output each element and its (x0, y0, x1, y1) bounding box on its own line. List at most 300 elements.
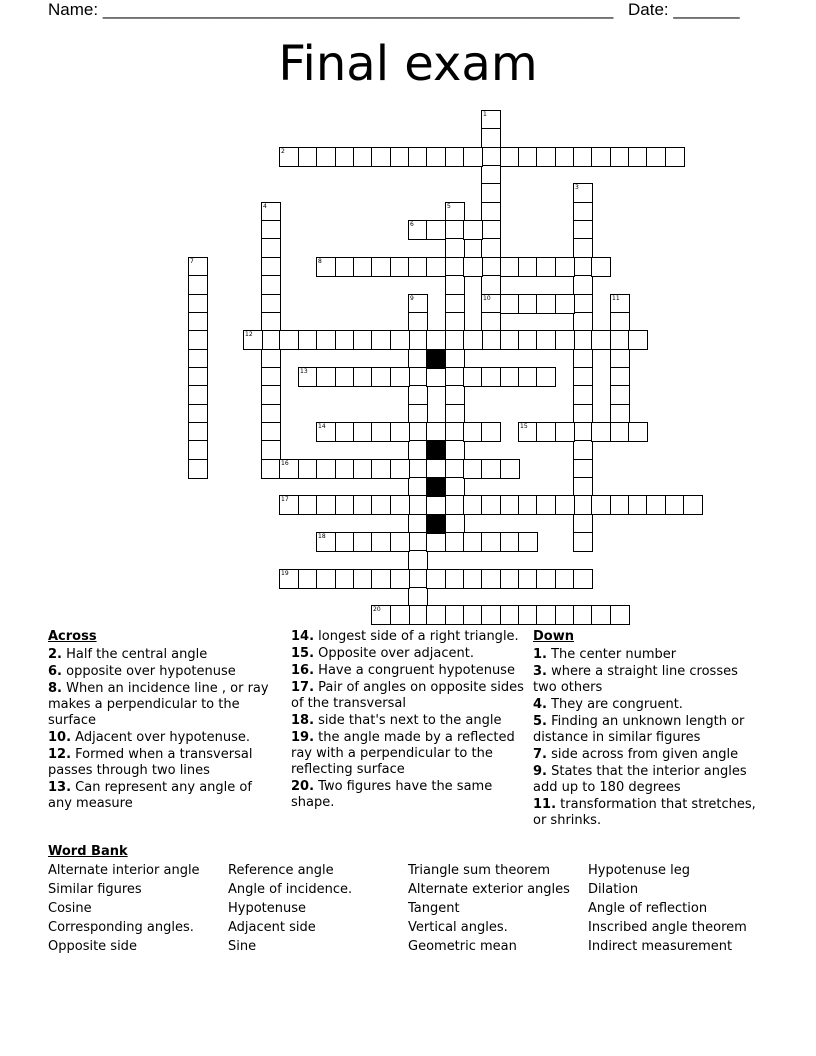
grid-cell[interactable] (335, 422, 355, 442)
grid-cell[interactable] (335, 367, 355, 387)
clue-number: 4 (263, 203, 267, 210)
grid-cell[interactable] (335, 532, 355, 552)
grid-cell[interactable] (683, 495, 703, 515)
grid-cell[interactable] (426, 495, 446, 515)
grid-cell[interactable] (390, 605, 410, 625)
grid-cell[interactable] (610, 495, 630, 515)
grid-cell[interactable] (481, 147, 501, 167)
grid-cell[interactable] (591, 422, 611, 442)
grid-cell[interactable] (445, 404, 465, 424)
clue-item (533, 747, 765, 763)
grid-cell[interactable] (426, 147, 446, 167)
grid-cell[interactable] (518, 532, 538, 552)
grid-cell[interactable] (408, 440, 428, 460)
grid-cell[interactable] (408, 147, 428, 167)
grid-cell[interactable] (298, 459, 318, 479)
grid-cell[interactable] (188, 385, 208, 405)
grid-cell[interactable] (518, 495, 538, 515)
grid-cell[interactable] (353, 422, 373, 442)
grid-cell[interactable] (481, 183, 501, 203)
grid-cell[interactable] (298, 330, 318, 350)
grid-cell[interactable] (371, 330, 391, 350)
grid-cell[interactable] (518, 367, 538, 387)
grid-cell[interactable] (188, 257, 208, 277)
clue-item-number: 12. (48, 747, 72, 762)
grid-cell[interactable] (463, 422, 483, 442)
grid-cell[interactable] (353, 495, 373, 515)
grid-cell[interactable] (481, 495, 501, 515)
grid-cell[interactable] (261, 330, 281, 350)
grid-cell[interactable] (536, 330, 556, 350)
grid-cell[interactable] (573, 385, 593, 405)
grid-cell[interactable] (426, 532, 446, 552)
grid-cell[interactable] (261, 459, 281, 479)
grid-cell[interactable] (243, 330, 263, 350)
grid-cell[interactable] (408, 459, 428, 479)
grid-cell[interactable] (573, 605, 593, 625)
grid-cell[interactable] (371, 422, 391, 442)
grid-cell[interactable] (390, 532, 410, 552)
grid-cell[interactable] (445, 422, 465, 442)
grid-cell[interactable] (261, 404, 281, 424)
grid-cell[interactable] (481, 238, 501, 258)
grid-cell[interactable] (591, 605, 611, 625)
grid-cell[interactable] (665, 147, 685, 167)
grid-cell[interactable] (390, 422, 410, 442)
grid-cell[interactable] (591, 147, 611, 167)
grid-cell[interactable] (408, 550, 428, 570)
grid-cell[interactable] (445, 569, 465, 589)
grid-cell[interactable] (261, 238, 281, 258)
grid-cell[interactable] (536, 147, 556, 167)
grid-cell[interactable] (573, 514, 593, 534)
clue-item-text: When an incidence line , or ray makes a perpendicular to the surface (48, 681, 269, 728)
grid-cell[interactable] (610, 349, 630, 369)
grid-cell[interactable] (426, 220, 446, 240)
grid-cell[interactable] (555, 422, 575, 442)
grid-cell[interactable] (408, 587, 428, 607)
name-line[interactable]: ______________________________________________________ (102, 0, 614, 19)
grid-cell[interactable] (298, 367, 318, 387)
grid-cell[interactable] (316, 257, 336, 277)
grid-cell[interactable] (573, 367, 593, 387)
grid-cell[interactable] (335, 569, 355, 589)
grid-cell[interactable] (426, 367, 446, 387)
grid-cell[interactable] (353, 330, 373, 350)
word-bank-item: Inscribed angle theorem (588, 920, 747, 935)
grid-cell[interactable] (481, 569, 501, 589)
grid-cell[interactable] (353, 569, 373, 589)
grid-cell[interactable] (371, 147, 391, 167)
grid-cell[interactable] (610, 312, 630, 332)
grid-cell[interactable] (481, 312, 501, 332)
grid-cell[interactable] (316, 367, 336, 387)
grid-cell[interactable] (188, 422, 208, 442)
grid-cell[interactable] (573, 312, 593, 332)
grid-cell[interactable] (518, 605, 538, 625)
grid-cell[interactable] (573, 183, 593, 203)
grid-cell[interactable] (371, 257, 391, 277)
grid-cell[interactable] (518, 294, 538, 314)
grid-cell[interactable] (408, 569, 428, 589)
grid-cell[interactable] (500, 605, 520, 625)
clue-number: 5 (447, 203, 451, 210)
clue-item-text: opposite over hypotenuse (61, 664, 236, 679)
grid-cell[interactable] (518, 569, 538, 589)
grid-cell[interactable] (481, 165, 501, 185)
grid-cell[interactable] (408, 532, 428, 552)
grid-cell[interactable] (408, 385, 428, 405)
clue-item-number: 19. (291, 730, 315, 745)
grid-cell[interactable] (279, 147, 299, 167)
grid-cell[interactable] (573, 440, 593, 460)
grid-cell[interactable] (573, 532, 593, 552)
grid-cell[interactable] (628, 422, 648, 442)
grid-cell[interactable] (445, 495, 465, 515)
grid-cell[interactable] (536, 257, 556, 277)
grid-cell[interactable] (261, 385, 281, 405)
grid-cell[interactable] (445, 532, 465, 552)
grid-cell[interactable] (445, 238, 465, 258)
clue-number: 14 (318, 423, 326, 430)
clue-item-text: Formed when a transversal passes through two lines (48, 747, 253, 778)
grid-cell[interactable] (481, 257, 501, 277)
grid-cell[interactable] (610, 605, 630, 625)
grid-cell[interactable] (463, 532, 483, 552)
grid-cell[interactable] (555, 569, 575, 589)
grid-cell[interactable] (573, 330, 593, 350)
grid-cell[interactable] (536, 294, 556, 314)
grid-cell[interactable] (426, 257, 446, 277)
grid-cell[interactable] (646, 147, 666, 167)
grid-cell[interactable] (335, 257, 355, 277)
blocked-cell (426, 349, 446, 369)
grid-cell[interactable] (536, 422, 556, 442)
grid-cell[interactable] (188, 312, 208, 332)
word-bank (48, 863, 768, 955)
grid-cell[interactable] (261, 367, 281, 387)
clue-item (48, 681, 276, 729)
grid-cell[interactable] (628, 330, 648, 350)
grid-cell[interactable] (610, 294, 630, 314)
grid-cell[interactable] (610, 404, 630, 424)
grid-cell[interactable] (316, 569, 336, 589)
grid-cell[interactable] (426, 605, 446, 625)
grid-cell[interactable] (610, 330, 630, 350)
down-clue-list (533, 647, 765, 829)
grid-cell[interactable] (408, 349, 428, 369)
grid-cell[interactable] (353, 532, 373, 552)
grid-cell[interactable] (335, 459, 355, 479)
grid-cell[interactable] (518, 257, 538, 277)
grid-cell[interactable] (481, 110, 501, 130)
grid-cell[interactable] (408, 514, 428, 534)
grid-cell[interactable] (500, 147, 520, 167)
date-line[interactable]: _______ (673, 0, 740, 19)
grid-cell[interactable] (610, 147, 630, 167)
grid-cell[interactable] (316, 330, 336, 350)
grid-cell[interactable] (408, 367, 428, 387)
grid-cell[interactable] (335, 495, 355, 515)
grid-cell[interactable] (408, 422, 428, 442)
grid-cell[interactable] (500, 532, 520, 552)
clue-number: 18 (318, 533, 326, 540)
grid-cell[interactable] (463, 257, 483, 277)
grid-cell[interactable] (298, 495, 318, 515)
grid-cell[interactable] (445, 459, 465, 479)
grid-cell[interactable] (573, 349, 593, 369)
grid-cell[interactable] (316, 459, 336, 479)
grid-cell[interactable] (445, 202, 465, 222)
grid-cell[interactable] (261, 202, 281, 222)
clue-item-text: Half the central angle (61, 647, 208, 662)
grid-cell[interactable] (536, 605, 556, 625)
grid-cell[interactable] (426, 459, 446, 479)
grid-cell[interactable] (463, 330, 483, 350)
grid-cell[interactable] (261, 220, 281, 240)
grid-cell[interactable] (481, 220, 501, 240)
grid-cell[interactable] (573, 294, 593, 314)
grid-cell[interactable] (426, 330, 446, 350)
grid-cell[interactable] (408, 220, 428, 240)
grid-cell[interactable] (445, 294, 465, 314)
grid-cell[interactable] (261, 257, 281, 277)
grid-cell[interactable] (591, 495, 611, 515)
grid-cell[interactable] (316, 532, 336, 552)
grid-cell[interactable] (371, 605, 391, 625)
grid-cell[interactable] (371, 569, 391, 589)
grid-cell[interactable] (335, 330, 355, 350)
grid-cell[interactable] (500, 459, 520, 479)
grid-cell[interactable] (573, 422, 593, 442)
grid-cell[interactable] (518, 422, 538, 442)
clue-item-text: side across from given angle (546, 747, 739, 762)
word-bank-item: Corresponding angles. (48, 920, 194, 935)
grid-cell[interactable] (591, 330, 611, 350)
grid-cell[interactable] (536, 495, 556, 515)
grid-cell[interactable] (500, 569, 520, 589)
grid-cell[interactable] (481, 605, 501, 625)
grid-cell[interactable] (188, 275, 208, 295)
grid-cell[interactable] (481, 367, 501, 387)
grid-cell[interactable] (426, 569, 446, 589)
grid-cell[interactable] (408, 330, 428, 350)
grid-cell[interactable] (371, 532, 391, 552)
grid-cell[interactable] (371, 367, 391, 387)
grid-cell[interactable] (573, 238, 593, 258)
grid-cell[interactable] (188, 330, 208, 350)
across-clue-list-a (48, 647, 276, 812)
grid-cell[interactable] (188, 294, 208, 314)
grid-cell[interactable] (188, 404, 208, 424)
grid-cell[interactable] (316, 422, 336, 442)
grid-cell[interactable] (573, 275, 593, 295)
grid-cell[interactable] (445, 312, 465, 332)
grid-cell[interactable] (261, 312, 281, 332)
grid-cell[interactable] (573, 459, 593, 479)
grid-cell[interactable] (445, 275, 465, 295)
grid-cell[interactable] (500, 294, 520, 314)
grid-cell[interactable] (261, 275, 281, 295)
grid-cell[interactable] (481, 422, 501, 442)
grid-cell[interactable] (591, 257, 611, 277)
grid-cell[interactable] (445, 440, 465, 460)
clue-item-number: 17. (291, 680, 315, 695)
grid-cell[interactable] (316, 147, 336, 167)
grid-cell[interactable] (371, 459, 391, 479)
grid-cell[interactable] (500, 257, 520, 277)
grid-cell[interactable] (481, 532, 501, 552)
grid-cell[interactable] (279, 459, 299, 479)
grid-cell[interactable] (445, 385, 465, 405)
across-clue-list-b (291, 629, 527, 811)
grid-cell[interactable] (536, 569, 556, 589)
grid-cell[interactable] (408, 257, 428, 277)
clue-number: 7 (190, 258, 194, 265)
grid-cell[interactable] (298, 569, 318, 589)
grid-cell[interactable] (555, 147, 575, 167)
grid-cell[interactable] (481, 128, 501, 148)
grid-cell[interactable] (261, 349, 281, 369)
grid-cell[interactable] (390, 147, 410, 167)
grid-cell[interactable] (390, 495, 410, 515)
grid-cell[interactable] (573, 202, 593, 222)
grid-cell[interactable] (445, 257, 465, 277)
grid-cell[interactable] (445, 514, 465, 534)
grid-cell[interactable] (445, 220, 465, 240)
grid-cell[interactable] (188, 367, 208, 387)
grid-cell[interactable] (573, 220, 593, 240)
down-clues (533, 629, 765, 830)
clue-item-number: 11. (533, 797, 557, 812)
grid-cell[interactable] (463, 147, 483, 167)
grid-cell[interactable] (481, 275, 501, 295)
grid-cell[interactable] (445, 605, 465, 625)
grid-cell[interactable] (261, 440, 281, 460)
grid-cell[interactable] (555, 605, 575, 625)
clue-number: 13 (300, 368, 308, 375)
grid-cell[interactable] (481, 294, 501, 314)
grid-cell[interactable] (408, 495, 428, 515)
grid-cell[interactable] (463, 569, 483, 589)
grid-cell[interactable] (353, 257, 373, 277)
grid-cell[interactable] (408, 605, 428, 625)
grid-cell[interactable] (628, 495, 648, 515)
grid-cell[interactable] (445, 367, 465, 387)
grid-cell[interactable] (555, 495, 575, 515)
grid-cell[interactable] (518, 147, 538, 167)
grid-cell[interactable] (481, 330, 501, 350)
grid-cell[interactable] (426, 422, 446, 442)
grid-cell[interactable] (445, 477, 465, 497)
grid-cell[interactable] (481, 202, 501, 222)
grid-cell[interactable] (390, 330, 410, 350)
grid-cell[interactable] (390, 459, 410, 479)
clue-item-number: 2. (48, 647, 62, 662)
grid-cell[interactable] (353, 459, 373, 479)
grid-cell[interactable] (188, 349, 208, 369)
grid-cell[interactable] (500, 495, 520, 515)
grid-cell[interactable] (445, 330, 465, 350)
grid-cell[interactable] (463, 459, 483, 479)
grid-cell[interactable] (500, 330, 520, 350)
grid-cell[interactable] (445, 349, 465, 369)
grid-cell[interactable] (188, 459, 208, 479)
grid-cell[interactable] (463, 495, 483, 515)
clue-item-number: 16. (291, 663, 315, 678)
word-bank-item: Tangent (408, 901, 460, 916)
grid-cell[interactable] (536, 367, 556, 387)
grid-cell[interactable] (610, 367, 630, 387)
clue-item (533, 714, 765, 746)
grid-cell[interactable] (555, 294, 575, 314)
grid-cell[interactable] (610, 422, 630, 442)
grid-cell[interactable] (500, 367, 520, 387)
clue-item-text: Opposite over adjacent. (314, 646, 474, 661)
grid-cell[interactable] (573, 495, 593, 515)
clue-number: 1 (483, 111, 487, 118)
grid-cell[interactable] (279, 495, 299, 515)
clue-number: 9 (410, 295, 414, 302)
word-bank-item: Opposite side (48, 939, 137, 954)
grid-cell[interactable] (408, 312, 428, 332)
grid-cell[interactable] (665, 495, 685, 515)
grid-cell[interactable] (316, 495, 336, 515)
grid-cell[interactable] (408, 404, 428, 424)
grid-cell[interactable] (481, 459, 501, 479)
grid-cell[interactable] (408, 294, 428, 314)
grid-cell[interactable] (463, 220, 483, 240)
grid-cell[interactable] (463, 367, 483, 387)
clue-item-text: where a straight line crosses two others (533, 664, 738, 695)
grid-cell[interactable] (555, 330, 575, 350)
grid-cell[interactable] (573, 477, 593, 497)
grid-cell[interactable] (371, 495, 391, 515)
clue-number: 10 (483, 295, 491, 302)
grid-cell[interactable] (463, 605, 483, 625)
grid-cell[interactable] (298, 147, 318, 167)
clue-item-text: Two figures have the same shape. (291, 779, 493, 810)
grid-cell[interactable] (573, 257, 593, 277)
grid-cell[interactable] (279, 330, 299, 350)
grid-cell[interactable] (573, 404, 593, 424)
grid-cell[interactable] (518, 330, 538, 350)
grid-cell[interactable] (646, 495, 666, 515)
grid-cell[interactable] (261, 294, 281, 314)
grid-cell[interactable] (261, 422, 281, 442)
grid-cell[interactable] (628, 147, 648, 167)
word-bank-item: Sine (228, 939, 257, 954)
clue-item-text: the angle made by a reflected ray with a perpendicular to the reflecting surface (291, 730, 515, 777)
grid-cell[interactable] (445, 147, 465, 167)
grid-cell[interactable] (188, 440, 208, 460)
clue-item-number: 6. (48, 664, 62, 679)
grid-cell[interactable] (408, 477, 428, 497)
grid-cell[interactable] (555, 257, 575, 277)
grid-cell[interactable] (390, 367, 410, 387)
grid-cell[interactable] (390, 569, 410, 589)
grid-cell[interactable] (353, 147, 373, 167)
grid-cell[interactable] (573, 147, 593, 167)
grid-cell[interactable] (610, 385, 630, 405)
grid-cell[interactable] (573, 569, 593, 589)
grid-cell[interactable] (353, 367, 373, 387)
grid-cell[interactable] (390, 257, 410, 277)
word-bank-item: Dilation (588, 882, 639, 897)
grid-cell[interactable] (335, 147, 355, 167)
grid-cell[interactable] (279, 569, 299, 589)
clue-item-text: side that's next to the angle (314, 713, 502, 728)
